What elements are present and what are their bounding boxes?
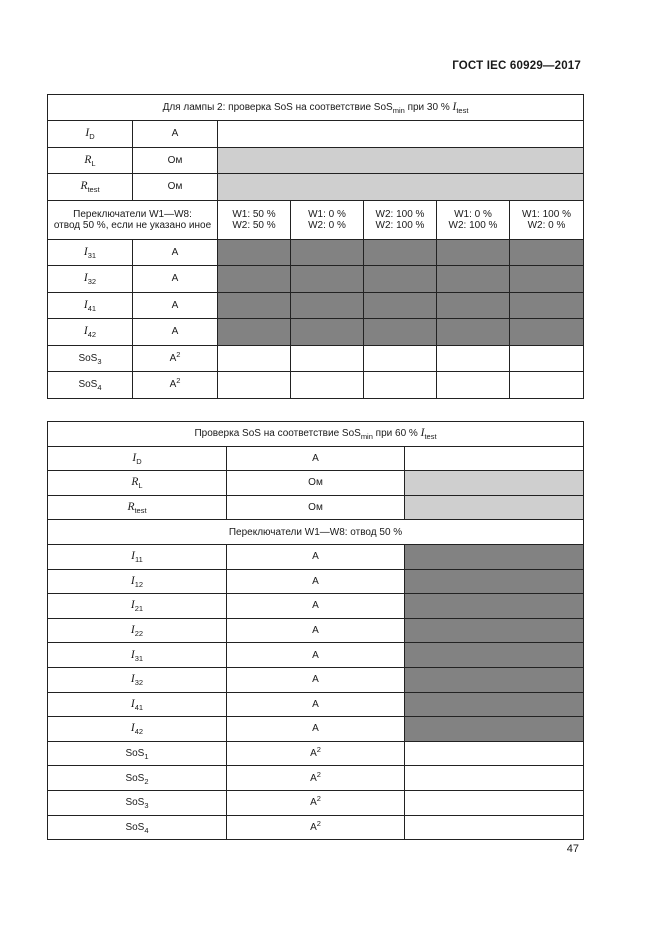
current-symbol: $I_{41}$	[48, 292, 133, 319]
param-symbol: $R_{test}$	[48, 174, 133, 201]
shaded-cell	[405, 569, 584, 594]
value-cell[interactable]	[405, 741, 584, 766]
shaded-cell	[218, 147, 584, 174]
shaded-cell	[405, 471, 584, 496]
switch-setting: W1: 0 % W2: 0 %	[291, 200, 364, 239]
value-cell[interactable]	[405, 790, 584, 815]
table-row	[48, 766, 584, 791]
value-cell[interactable]	[364, 345, 437, 372]
shaded-cell	[510, 292, 584, 319]
table-row	[48, 692, 584, 717]
param-symbol: $I_D$	[48, 121, 133, 148]
shaded-cell	[291, 292, 364, 319]
sos-unit: $A^2$	[227, 741, 405, 766]
table-row	[48, 239, 584, 266]
sos-unit: $A^2$	[133, 372, 218, 399]
shaded-cell	[405, 643, 584, 668]
sos-symbol: SoS$_2$	[48, 766, 227, 791]
switch-setting: W1: 0 % W2: 100 %	[437, 200, 510, 239]
table-row	[48, 446, 584, 471]
shaded-cell	[437, 239, 510, 266]
current-unit: A	[227, 692, 405, 717]
param-unit: A	[133, 121, 218, 148]
shaded-cell	[405, 618, 584, 643]
sos-unit: $A^2$	[227, 766, 405, 791]
table-row	[48, 643, 584, 668]
value-cell[interactable]	[405, 815, 584, 840]
table-row	[48, 717, 584, 742]
value-cell[interactable]	[218, 121, 584, 148]
value-cell[interactable]	[291, 345, 364, 372]
table-row	[48, 471, 584, 496]
current-symbol: $I_{12}$	[48, 569, 227, 594]
shaded-cell	[218, 319, 291, 346]
param-unit: Ом	[133, 147, 218, 174]
shaded-cell	[291, 319, 364, 346]
sos-symbol: SoS$_3$	[48, 345, 133, 372]
sos-symbol: SoS$_3$	[48, 790, 227, 815]
shaded-cell	[405, 495, 584, 520]
table-row	[48, 790, 584, 815]
value-cell[interactable]	[510, 372, 584, 399]
shaded-cell	[405, 667, 584, 692]
current-unit: A	[133, 266, 218, 293]
shaded-cell	[405, 594, 584, 619]
shaded-cell	[405, 544, 584, 569]
param-unit: Ом	[227, 495, 405, 520]
shaded-cell	[405, 692, 584, 717]
current-symbol: $I_{41}$	[48, 692, 227, 717]
current-symbol: $I_{11}$	[48, 544, 227, 569]
table-row	[48, 292, 584, 319]
param-unit: A	[227, 446, 405, 471]
shaded-cell	[364, 292, 437, 319]
shaded-cell	[510, 266, 584, 293]
shaded-cell	[218, 174, 584, 201]
value-cell[interactable]	[405, 446, 584, 471]
document-code: ГОСТ IEC 60929—2017	[452, 60, 581, 72]
value-cell[interactable]	[218, 345, 291, 372]
sos-symbol: SoS$_1$	[48, 741, 227, 766]
current-symbol: $I_{22}$	[48, 618, 227, 643]
current-unit: A	[227, 643, 405, 668]
switch-setting: W2: 100 % W2: 100 %	[364, 200, 437, 239]
value-cell[interactable]	[437, 345, 510, 372]
sos-table-lamp2-30	[47, 94, 584, 399]
current-symbol: $I_{31}$	[48, 643, 227, 668]
value-cell[interactable]	[364, 372, 437, 399]
switch-label: Переключатели W1—W8: отвод 50 %, если не указано иное	[48, 200, 218, 239]
param-symbol: $R_{test}$	[48, 495, 227, 520]
table-row	[48, 174, 584, 201]
table-title: Проверка SoS на соответствие SoS$_{min}$ при 60 % $I_{test}$	[48, 422, 584, 447]
switch-label: Переключатели W1—W8: отвод 50 %	[48, 520, 584, 545]
shaded-cell	[510, 239, 584, 266]
table-row	[48, 319, 584, 346]
current-symbol: $I_{31}$	[48, 239, 133, 266]
table-row	[48, 495, 584, 520]
shaded-cell	[291, 239, 364, 266]
param-unit: Ом	[133, 174, 218, 201]
switch-setting: W1: 50 % W2: 50 %	[218, 200, 291, 239]
current-symbol: $I_{32}$	[48, 266, 133, 293]
table-row	[48, 121, 584, 148]
current-symbol: $I_{21}$	[48, 594, 227, 619]
table-row	[48, 667, 584, 692]
value-cell[interactable]	[510, 345, 584, 372]
table-row	[48, 815, 584, 840]
table-row	[48, 594, 584, 619]
shaded-cell	[510, 319, 584, 346]
param-symbol: $I_D$	[48, 446, 227, 471]
sos-symbol: SoS$_4$	[48, 815, 227, 840]
current-unit: A	[133, 292, 218, 319]
param-symbol: $R_L$	[48, 471, 227, 496]
switch-header-row	[48, 200, 584, 239]
current-unit: A	[227, 594, 405, 619]
shaded-cell	[405, 717, 584, 742]
shaded-cell	[218, 292, 291, 319]
current-unit: A	[227, 544, 405, 569]
sos-unit: $A^2$	[227, 790, 405, 815]
value-cell[interactable]	[405, 766, 584, 791]
shaded-cell	[364, 266, 437, 293]
shaded-cell	[291, 266, 364, 293]
shaded-cell	[364, 239, 437, 266]
table-title: Для лампы 2: проверка SoS на соответствие SoS$_{min}$ при 30 % $I_{test}$	[48, 95, 584, 121]
table-row	[48, 741, 584, 766]
shaded-cell	[218, 266, 291, 293]
current-unit: A	[227, 618, 405, 643]
value-cell[interactable]	[291, 372, 364, 399]
table-row	[48, 544, 584, 569]
table-row	[48, 569, 584, 594]
sos-table-60	[47, 421, 584, 840]
param-symbol: $R_L$	[48, 147, 133, 174]
shaded-cell	[437, 292, 510, 319]
sos-unit: $A^2$	[227, 815, 405, 840]
current-symbol: $I_{32}$	[48, 667, 227, 692]
shaded-cell	[364, 319, 437, 346]
table-row	[48, 266, 584, 293]
table-row	[48, 147, 584, 174]
param-unit: Ом	[227, 471, 405, 496]
switch-setting: W1: 100 % W2: 0 %	[510, 200, 584, 239]
current-unit: A	[227, 569, 405, 594]
current-symbol: $I_{42}$	[48, 717, 227, 742]
table-row	[48, 372, 584, 399]
switch-header-row	[48, 520, 584, 545]
table-row	[48, 345, 584, 372]
sos-symbol: SoS$_4$	[48, 372, 133, 399]
shaded-cell	[437, 266, 510, 293]
current-unit: A	[133, 319, 218, 346]
page-number: 47	[566, 843, 579, 855]
current-unit: A	[227, 667, 405, 692]
current-unit: A	[227, 717, 405, 742]
shaded-cell	[437, 319, 510, 346]
shaded-cell	[218, 239, 291, 266]
current-symbol: $I_{42}$	[48, 319, 133, 346]
current-unit: A	[133, 239, 218, 266]
table-row	[48, 618, 584, 643]
sos-unit: $A^2$	[133, 345, 218, 372]
value-cell[interactable]	[437, 372, 510, 399]
value-cell[interactable]	[218, 372, 291, 399]
